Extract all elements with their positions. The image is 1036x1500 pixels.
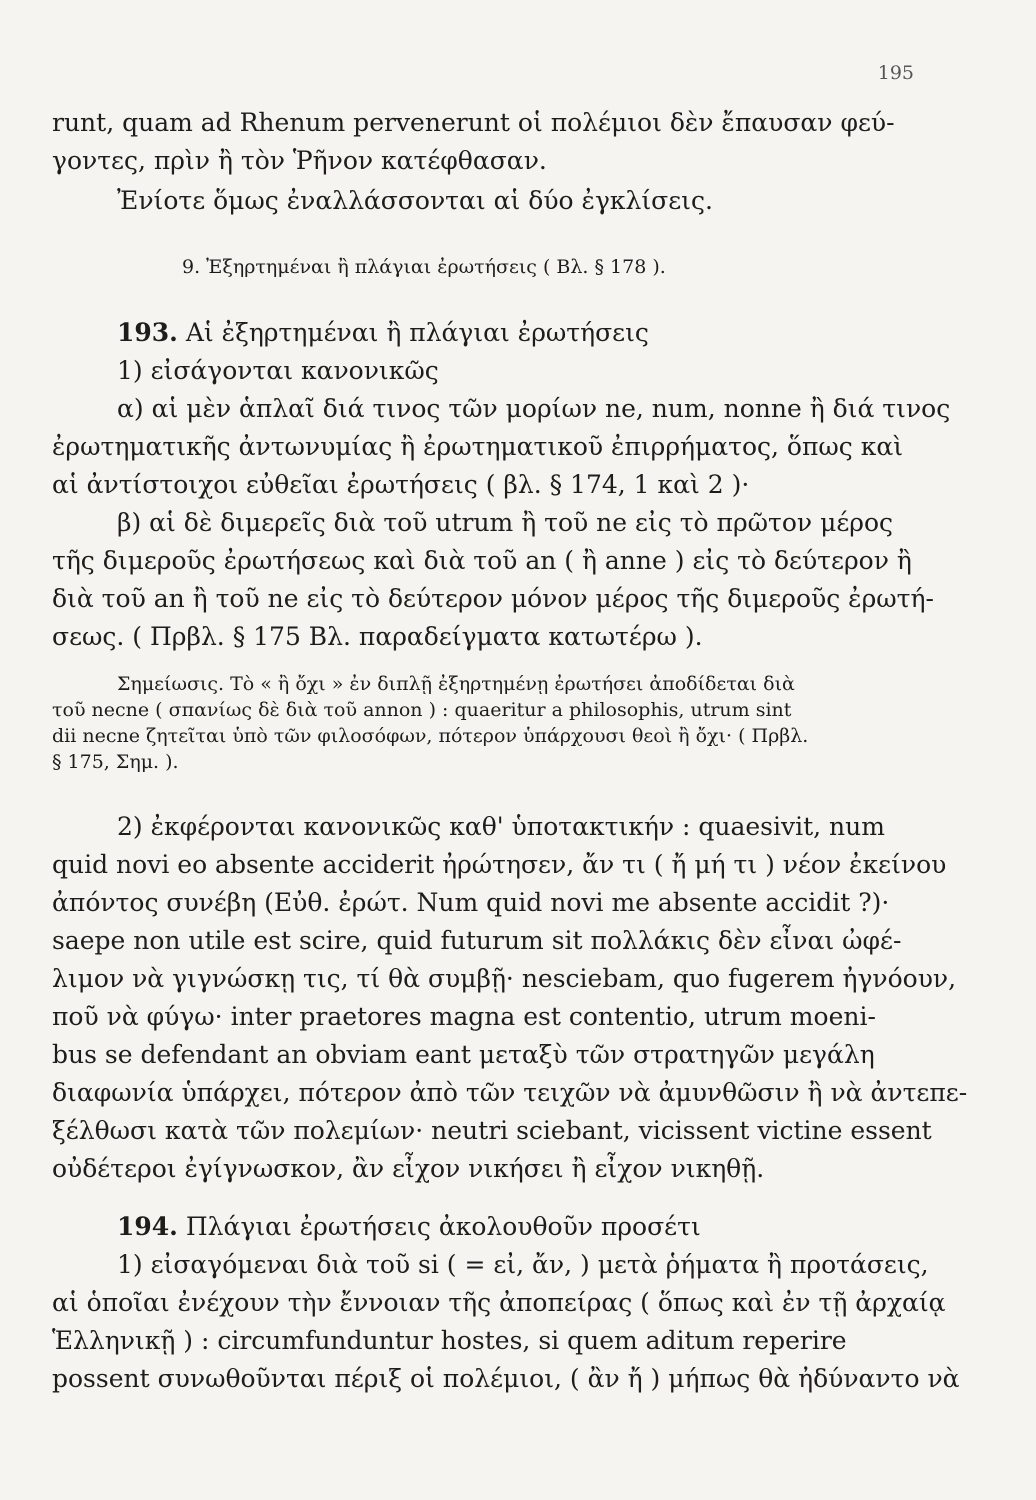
text-line: 1) εἰσαγόμεναι διὰ τοῦ si ( = εἰ, ἄν, ) μετὰ ῥήματα ἢ προτάσεις, xyxy=(117,1250,929,1279)
text-line: possent συνωθοῦνται πέριξ οἱ πολέμιοι, ( ἂν ἤ ) μήπως θὰ ἠδύναντο νὰ xyxy=(52,1364,960,1393)
text-line: σεως. ( Πρβλ. § 175 Βλ. παραδείγματα κατωτέρω ). xyxy=(52,622,703,651)
section-193-part-2 xyxy=(52,812,968,1184)
text-line: διαφωνία ὑπάρχει, πότερον ἀπὸ τῶν τειχῶν νὰ ἀμυνθῶσιν ἢ νὰ ἀντεπε- xyxy=(52,1078,968,1107)
text-line: Ἐνίοτε ὅμως ἐναλλάσσονται αἱ δύο ἐγκλίσεις. xyxy=(117,186,713,215)
section-193-title: Αἱ ἐξηρτημέναι ἢ πλάγιαι ἐρωτήσεις xyxy=(185,318,649,347)
text-line: γοντες, πρὶν ἢ τὸν Ῥῆνον κατέφθασαν. xyxy=(52,146,547,175)
text-line: ποῦ νὰ φύγω· inter praetores magna est contentio, utrum moeni- xyxy=(52,1002,876,1031)
page-number: 195 xyxy=(877,62,914,84)
text-line: αἱ ὁποῖαι ἐνέχουν τὴν ἔννοιαν τῆς ἀποπείρας ( ὅπως καὶ ἐν τῇ ἀρχαίᾳ xyxy=(52,1288,946,1317)
note-line: τοῦ necne ( σπανίως δὲ διὰ τοῦ annon ) : quaeritur a philosophis, utrum sint xyxy=(52,699,792,721)
text-line: Ἑλληνικῇ ) : circumfunduntur hostes, si quem aditum reperire xyxy=(52,1326,847,1355)
text-line: bus se defendant an obviam eant μεταξὺ τῶν στρατηγῶν μεγάλη xyxy=(52,1040,875,1069)
text-line: αἱ ἀντίστοιχοι εὐθεῖαι ἐρωτήσεις ( βλ. § 174, 1 καὶ 2 )· xyxy=(52,470,750,499)
text-line: λιμον νὰ γιγνώσκῃ τις, τί θὰ συμβῇ· nesciebam, quo fugerem ἠγνόουν, xyxy=(52,964,957,993)
text-line: runt, quam ad Rhenum pervenerunt οἱ πολέμιοι δὲν ἔπαυσαν φεύ- xyxy=(52,108,895,137)
text-line: α) αἱ μὲν ἁπλαῖ διά τινος τῶν μορίων ne, num, nonne ἢ διά τινος xyxy=(117,394,951,423)
text-line: quid novi eo absente acciderit ἠρώτησεν, ἄν τι ( ἤ μή τι ) νέον ἐκείνου xyxy=(52,850,947,879)
heading-9: 9. Ἐξηρτημέναι ἢ πλάγιαι ἐρωτήσεις ( Βλ. § 178 ). xyxy=(182,256,666,278)
section-193 xyxy=(52,318,951,652)
note-line: Σημείωσις. Τὸ « ἢ ὄχι » ἐν διπλῇ ἐξηρτημένῃ ἐρωτήσει ἀποδίδεται διὰ xyxy=(117,673,795,695)
text-line: οὐδέτεροι ἐγίγνωσκον, ἂν εἶχον νικήσει ἢ εἶχον νικηθῇ. xyxy=(52,1154,765,1183)
section-193-number: 193. xyxy=(117,318,178,347)
section-194-number: 194. xyxy=(117,1212,178,1241)
text-line: ξέλθωσι κατὰ τῶν πολεμίων· neutri sciebant, vicissent victine essent xyxy=(52,1116,932,1145)
text-line: saepe non utile est scire, quid futurum sit πολλάκις δὲν εἶναι ὠφέ- xyxy=(52,926,902,955)
section-194-heading xyxy=(52,1212,906,1242)
text-line: τῆς διμεροῦς ἐρωτήσεως καὶ διὰ τοῦ an ( ἢ anne ) εἰς τὸ δεύτερον ἢ xyxy=(52,546,912,575)
note-block xyxy=(52,672,906,774)
section-194-title: Πλάγιαι ἐρωτήσεις ἀκολουθοῦν προσέτι xyxy=(185,1212,701,1241)
note-line: dii necne ζητεῖται ὑπὸ τῶν φιλοσόφων, πότερον ὑπάρχουσι θεοὶ ἢ ὄχι· ( Πρβλ. xyxy=(52,725,809,747)
text-line: 2) ἐκφέρονται κανονικῶς καθ' ὑποτακτικήν : quaesivit, num xyxy=(117,812,885,841)
subsection-heading xyxy=(52,255,906,279)
text-line: 1) εἰσάγονται κανονικῶς xyxy=(117,356,439,385)
text-line: διὰ τοῦ an ἢ τοῦ ne εἰς τὸ δεύτερον μόνον μέρος τῆς διμεροῦς ἐρωτή- xyxy=(52,584,934,613)
intro-paragraph xyxy=(52,108,906,216)
text-line: ἐρωτηματικῆς ἀντωνυμίας ἢ ἐρωτηματικοῦ ἐπιρρήματος, ὅπως καὶ xyxy=(52,432,904,461)
note-line: § 175, Σημ. ). xyxy=(52,751,179,773)
text-line: β) αἱ δὲ διμερεῖς διὰ τοῦ utrum ἢ τοῦ ne εἰς τὸ πρῶτον μέρος xyxy=(117,508,894,537)
section-194 xyxy=(52,1212,960,1394)
text-line: ἀπόντος συνέβη (Εὐθ. ἐρώτ. Num quid novi me absente accidit ?)· xyxy=(52,888,890,917)
section-193-heading xyxy=(52,318,906,348)
